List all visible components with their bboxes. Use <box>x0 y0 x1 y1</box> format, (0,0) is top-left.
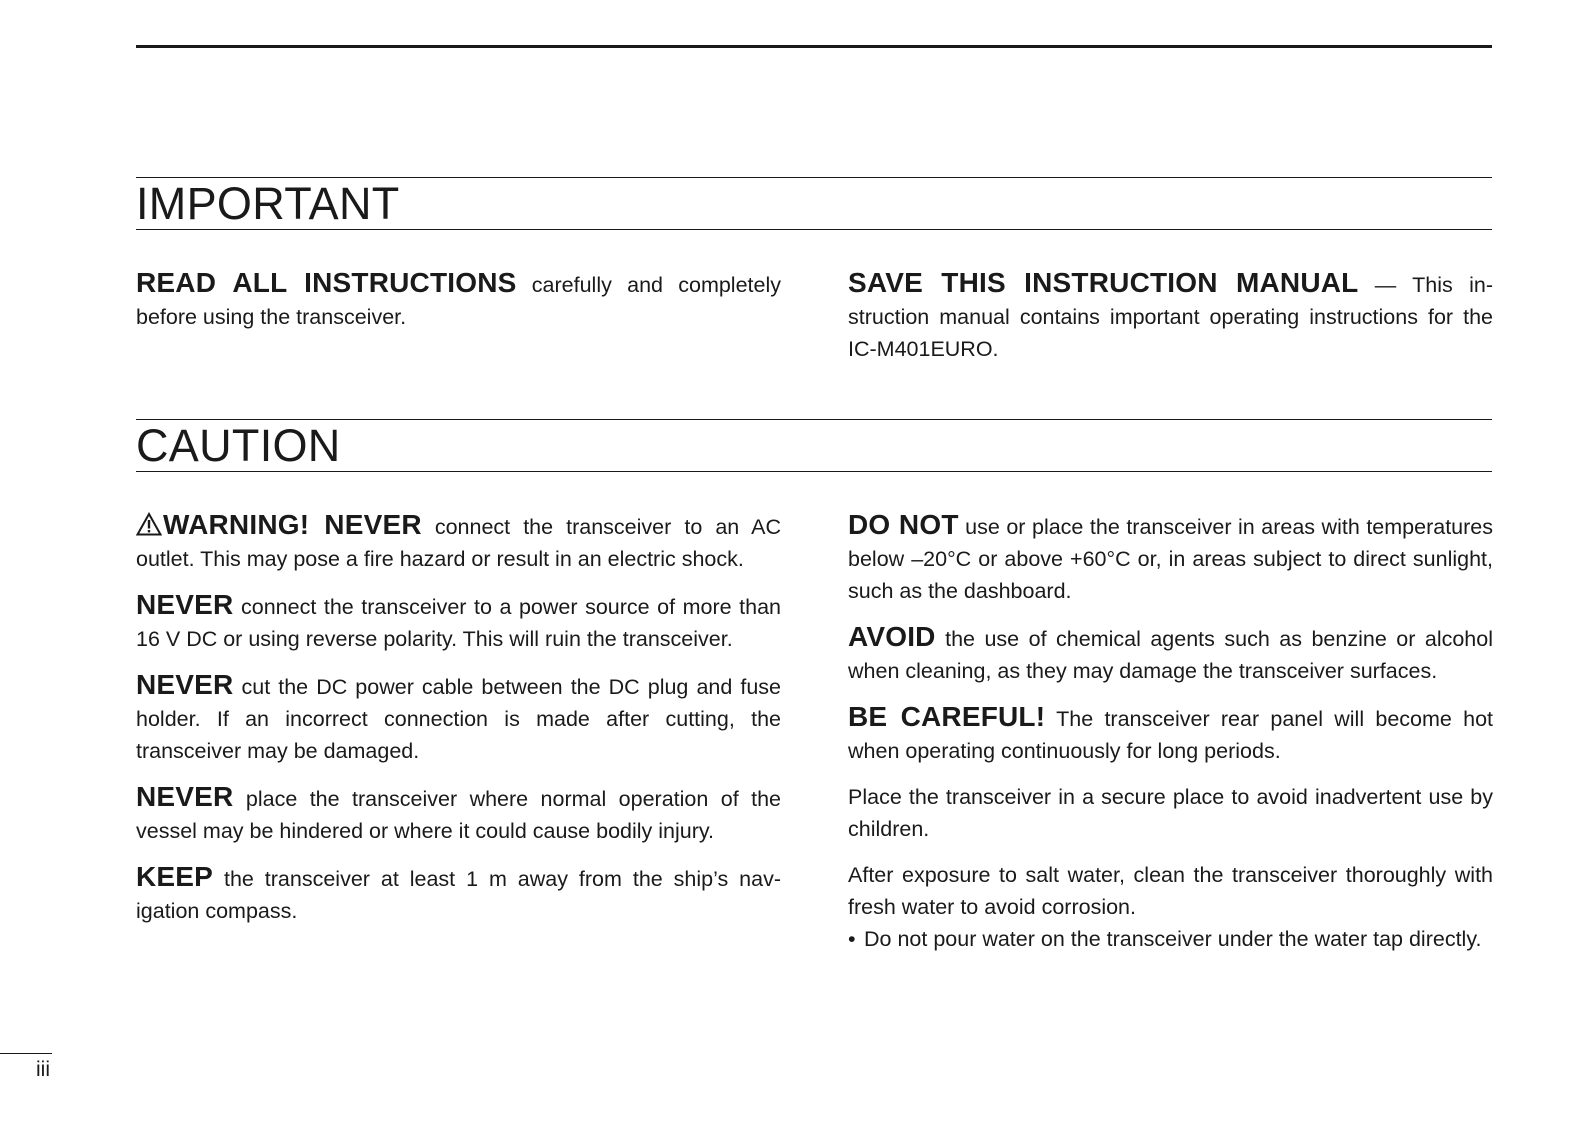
read-all-instructions-paragraph <box>136 267 781 333</box>
paragraph-text: the transceiver at least 1 m away from the ship’s navigation compass. <box>136 867 781 923</box>
water-tap-bullet-item <box>848 923 1493 955</box>
paragraph-lead: DO NOT <box>848 509 959 540</box>
salt-water-paragraph: After exposure to salt water, clean the transceiver thoroughly with fresh water to avoid corrosion. <box>848 863 1493 919</box>
paragraph-text: The transceiver rear panel will become hot when operating continuously for long periods. <box>848 707 1493 763</box>
paragraph-lead: NEVER <box>136 589 234 620</box>
never-place-paragraph <box>136 781 781 847</box>
bullet-mark: • <box>848 927 856 951</box>
page-number: iii <box>36 1058 50 1081</box>
warning-lead-text: WARNING! NEVER <box>163 509 422 540</box>
paragraph-text: cut the DC power cable between the DC plug and fuse holder. If an incorrect connection is made after cutting, the transceiver may be damaged. <box>136 675 781 763</box>
important-title: IMPORTANT <box>136 178 400 229</box>
paragraph-lead: READ ALL INSTRUCTIONS <box>136 267 517 298</box>
save-manual-paragraph <box>848 267 1493 365</box>
paragraph-lead: BE CAREFUL! <box>848 701 1046 732</box>
be-careful-paragraph <box>848 701 1493 767</box>
paragraph-text: use or place the transceiver in areas with temperatures below –20°C or above +60°C or, in areas subject to direct sunlight, such as the dashboard. <box>848 515 1493 603</box>
important-left-column <box>136 267 781 347</box>
important-header <box>136 177 1492 230</box>
paragraph-text: the use of chemical agents such as benzine or alcohol when cleaning, as they may damage the transceiver surfaces. <box>848 627 1493 683</box>
warning-ac-outlet-paragraph <box>136 509 781 575</box>
paragraph-lead: NEVER <box>136 669 234 700</box>
paragraph-text: connect the transceiver to an AC outlet. This may pose a fire hazard or result in an electric shock. <box>136 515 781 571</box>
paragraph-lead: NEVER <box>136 781 234 812</box>
paragraph-lead: AVOID <box>848 621 936 652</box>
paragraph-text: connect the transceiver to a power source of more than 16 V DC or using reverse polarity. This will ruin the transceiver. <box>136 595 781 651</box>
caution-left-column <box>136 509 781 941</box>
important-right-column <box>848 267 1493 379</box>
paragraph-lead-warning <box>136 509 422 540</box>
warning-triangle-icon <box>136 512 162 536</box>
do-not-temperature-paragraph <box>848 509 1493 607</box>
paragraph-text: place the transceiver where normal operation of the vessel may be hindered or where it could cause bodily injury. <box>136 787 781 843</box>
paragraph-lead: KEEP <box>136 861 214 892</box>
avoid-chemicals-paragraph <box>848 621 1493 687</box>
paragraph-text: — This instruction manual contains important operating instructions for the IC-M401EURO. <box>848 273 1493 361</box>
never-power-source-paragraph <box>136 589 781 655</box>
bullet-text: Do not pour water on the transceiver under the water tap directly. <box>864 927 1482 951</box>
secure-place-paragraph: Place the transceiver in a secure place to avoid inadvertent use by children. <box>848 785 1493 841</box>
never-cut-cable-paragraph <box>136 669 781 767</box>
keep-compass-paragraph <box>136 861 781 927</box>
caution-right-column <box>848 509 1493 955</box>
paragraph-lead: SAVE THIS INSTRUCTION MANUAL <box>848 267 1359 298</box>
top-rule <box>136 45 1492 48</box>
caution-header <box>136 419 1492 472</box>
caution-title: CAUTION <box>136 420 341 471</box>
page-number-rule <box>0 1053 52 1054</box>
paragraph-text: carefully and completely before using the transceiver. <box>136 273 781 329</box>
